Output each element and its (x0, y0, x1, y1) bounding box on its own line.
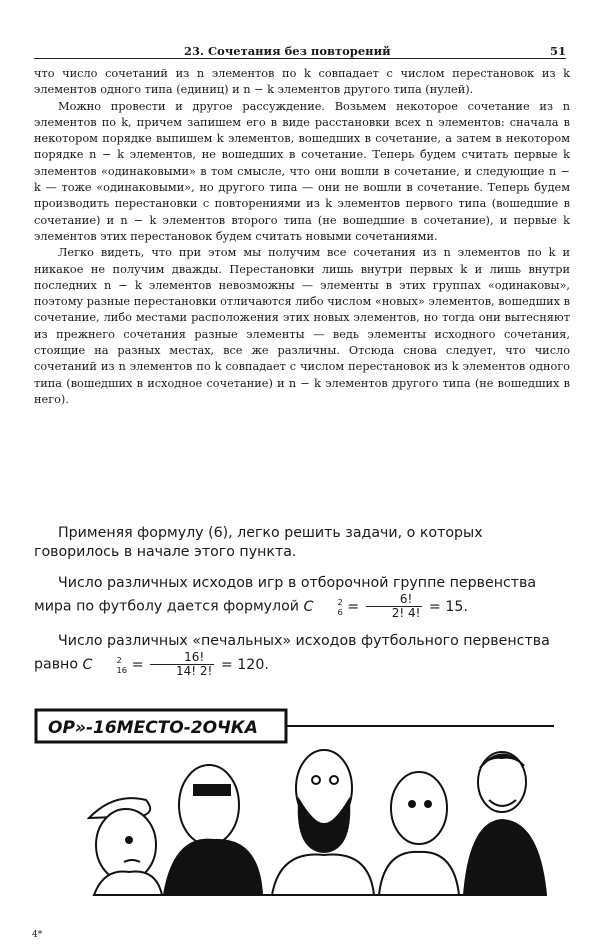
formula-sub: 6 (337, 606, 343, 617)
paragraph (34, 632, 570, 678)
fan-figure (272, 750, 374, 895)
paragraph-text: Число различных исходов игр в отборочной группе первенства мира по футболу дается формулой (34, 575, 537, 615)
paragraph (34, 574, 570, 620)
cartoon-illustration (34, 700, 554, 900)
cartoon-sign-text: ОР»-16МЕСТО-2ОЧКА (48, 718, 258, 738)
numerator: 16! (150, 651, 214, 665)
formula-symbol: C (303, 598, 314, 615)
formula-result: 15. (445, 598, 468, 615)
formula-sub: 16 (116, 664, 128, 675)
denominator: 2! 4! (391, 606, 421, 620)
fan-figure (379, 772, 459, 895)
section-title: 23. Сочетания без повторений (184, 44, 391, 58)
paragraph: Можно провести и другое рассуждение. Возьмем некоторое сочетание из n элементов по k, причем запишем его в виде расстановки всех n элементов: сначала в некотором порядке выпишем k элементов, вошедших в сочетание, а затем в некотором порядке n − k элементов, не вошедших в сочетание. Теперь будем считать первые k элементов «одинаковыми» в том смысле, что они вошли в сочетание, и следующие n − k — тоже «одинаковыми», но другого типа — они не вошли в сочетание. Теперь будем производить перестановки с повторениями из k элементов первого типа (вошедшие в сочетание) и n − k элементов второго типа (не вошедшие в сочетание), и первые k элементов этих перестановок будем считать новыми сочетаниями. (34, 99, 570, 243)
page-number: 51 (549, 44, 566, 58)
fraction (366, 593, 423, 620)
formula-sup: 2 (116, 654, 122, 665)
denominator: 14! 2! (176, 664, 213, 678)
formula-sup: 2 (337, 596, 343, 607)
paragraph: что число сочетаний из n элементов по k совпадает с числом перестановок из k элементов одного типа (единиц) и n − k элементов другого типа (нулей). (34, 67, 570, 97)
fan-figure (89, 798, 162, 895)
formula: C 2 16 = $\frac{16!}{14! 2!}$ = 120. (82, 650, 269, 678)
main-text-block (34, 524, 570, 690)
formula-symbol: C (82, 656, 93, 673)
paragraph-text: Число различных «печальных» исходов футбольного первенства равно (34, 633, 550, 673)
paragraph: Применяя формулу (6), легко решить задачи, о которых говорилось в начале этого пункта. (34, 525, 483, 560)
formula: C 2 6 = $\frac{6!}{2! 4!}$ = 15. (303, 592, 468, 620)
fan-figure (164, 765, 262, 895)
paragraph: Легко видеть, что при этом мы получим все сочетания из n элементов по k и никакое не получим дважды. Перестановки лишь внутри первых k и лишь внутри последних n − k элементов невозможны — элементы в этих группах «одинаковы», поэтому разные перестановки отличаются либо числом «новых» элементов, вошедших в сочетание, либо местами расположения этих новых элементов, но тогда они вытесняют из прежнего сочетания разные элементы — ведь элементы исходного сочетания, стоящие на разных местах, все же различны. Отсюда снова следует, что число сочетаний из n элементов по k совпадает с числом перестановок из k элементов одного типа (вошедших в исходное сочетание) и n − k элементов другого типа (не вошедших в него). (34, 246, 570, 406)
fraction (150, 651, 214, 678)
numerator: 6! (366, 593, 423, 607)
fan-figure (464, 752, 546, 895)
formula-result: 120. (237, 656, 269, 673)
small-text-block (34, 66, 570, 408)
running-header (34, 40, 566, 59)
folio-mark: 4* (32, 930, 43, 940)
